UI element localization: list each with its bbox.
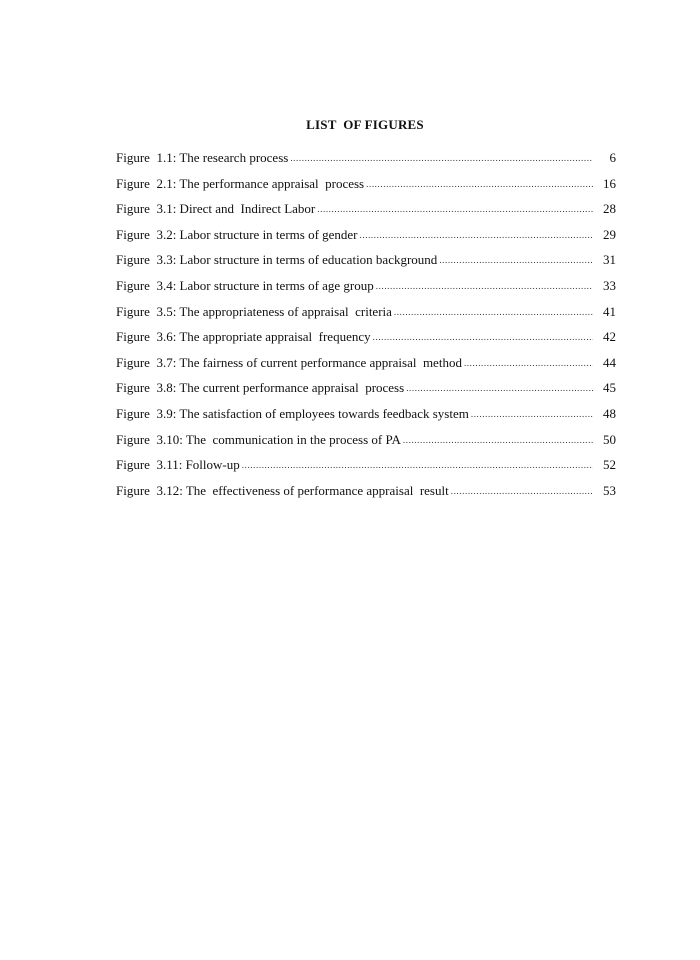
toc-entry — [116, 327, 616, 353]
toc-entry-label: Figure 3.10: The communication in the process of PA — [116, 431, 401, 447]
dot-leader — [373, 327, 593, 347]
toc-entry-label: Figure 3.12: The effectiveness of performance appraisal result — [116, 482, 449, 498]
toc-entry-label: Figure 3.7: The fairness of current performance appraisal method — [116, 354, 462, 370]
dot-leader — [464, 353, 593, 373]
toc-entry-page: 50 — [603, 431, 616, 447]
toc-entry — [116, 481, 616, 507]
toc-entry — [116, 225, 616, 251]
toc-entry — [116, 250, 616, 276]
dot-leader — [406, 378, 593, 398]
toc-entry-page: 52 — [603, 457, 616, 473]
figure-list — [116, 148, 616, 506]
toc-entry-label: Figure 3.3: Labor structure in terms of education background — [116, 252, 438, 268]
toc-entry-page: 41 — [603, 303, 616, 319]
toc-entry-label: Figure 3.8: The current performance appraisal process — [116, 380, 405, 396]
dot-leader — [290, 148, 593, 168]
toc-entry-page: 29 — [603, 226, 616, 242]
toc-entry — [116, 199, 616, 225]
toc-entry-page: 53 — [603, 482, 616, 498]
toc-entry-page: 6 — [609, 150, 616, 165]
toc-entry-label: Figure 3.1: Direct and Indirect Labor — [116, 201, 316, 217]
page-title: LIST OF FIGURES — [306, 117, 424, 132]
toc-entry-page: 31 — [603, 252, 616, 268]
toc-entry-label: Figure 1.1: The research process — [116, 150, 289, 165]
toc-entry — [116, 404, 616, 430]
toc-entry-page: 44 — [603, 354, 616, 370]
toc-entry — [116, 302, 616, 328]
toc-entry-page: 28 — [603, 201, 616, 217]
dot-leader — [439, 250, 593, 270]
toc-entry-label: Figure 3.5: The appropriateness of appraisal criteria — [116, 303, 392, 319]
toc-entry-label: Figure 2.1: The performance appraisal process — [116, 175, 365, 191]
dot-leader — [471, 404, 593, 424]
toc-entry-label: Figure 3.4: Labor structure in terms of age group — [116, 277, 374, 293]
toc-entry-page: 48 — [603, 405, 616, 421]
toc-entry — [116, 430, 616, 456]
dot-leader — [317, 199, 593, 219]
dot-leader — [451, 481, 593, 501]
dot-leader — [242, 455, 593, 475]
toc-entry-label: Figure 3.9: The satisfaction of employees towards feedback system — [116, 405, 469, 421]
toc-entry-label: Figure 3.6: The appropriate appraisal frequency — [116, 329, 371, 345]
toc-entry — [116, 148, 616, 174]
toc-entry — [116, 455, 616, 481]
toc-entry-page: 45 — [603, 380, 616, 396]
toc-entry — [116, 378, 616, 404]
toc-entry-label: Figure 3.2: Labor structure in terms of gender — [116, 226, 358, 242]
toc-entry-page: 42 — [603, 329, 616, 345]
toc-entry — [116, 174, 616, 200]
toc-entry — [116, 353, 616, 379]
dot-leader — [394, 302, 593, 322]
dot-leader — [366, 174, 593, 194]
dot-leader — [360, 225, 593, 245]
dot-leader — [403, 430, 593, 450]
dot-leader — [376, 276, 593, 296]
toc-entry — [116, 276, 616, 302]
toc-entry-page: 33 — [603, 277, 616, 293]
toc-entry-page: 16 — [603, 175, 616, 191]
toc-entry-label: Figure 3.11: Follow-up — [116, 457, 240, 473]
